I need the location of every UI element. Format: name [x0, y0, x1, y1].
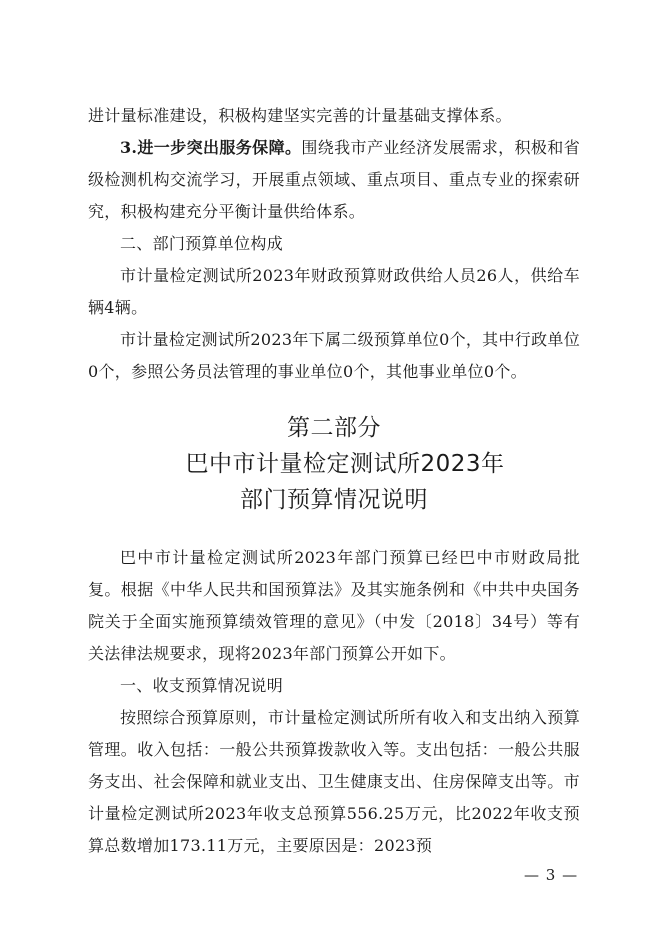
part-heading-line1 [88, 410, 580, 482]
paragraph-text: 围绕我市产业经济发展需求，积极和省级检测机构交流学习，开展重点领域、重点项目、重点专业的探索研究，积极构建充分平衡计量供给体系。 [88, 138, 580, 221]
paragraph-continuation: 进计量标准建设，积极构建坚实完善的计量基础支撑体系。 [88, 106, 512, 125]
section-heading-revenue-expenditure: 一、收支预算情况说明 [120, 676, 284, 695]
paragraph-approval: 巴中市计量检定测试所2023年部门预算已经巴中市财政局批复。根据《中华人民共和国预算法》及其实施条例和《中共中央国务院关于全面实施预算绩效管理的意见》（中发〔2018〕34号）等有关法律法规要求，现将2023年部门预算公开如下。 [88, 548, 580, 663]
part-heading-line2: 部门预算情况说明 [240, 487, 428, 513]
paragraph-staff-vehicles: 市计量检定测试所2023年财政预算财政供给人员26人，供给车辆4辆。 [88, 266, 580, 317]
paragraph-budget-principle: 按照综合预算原则，市计量检定测试所所有收入和支出纳入预算管理。收入包括：一般公共预算拨款收入等。支出包括：一般公共服务支出、社会保障和就业支出、卫生健康支出、住房保障支出等。市计量检定测试所2023年收支总预算556.25万元，比2022年收支预算总数增加173.11万元，主要原因是：2023预 [88, 708, 580, 855]
section-heading-unit-composition: 二、部门预算单位构成 [120, 234, 284, 253]
paragraph-lead: 3.进一步突出服务保障。 [120, 138, 302, 157]
paragraph-service-guarantee [88, 132, 580, 228]
part-title: 巴中市计量检定测试所2023年 [185, 451, 505, 477]
paragraph-sub-units: 市计量检定测试所2023年下属二级预算单位0个，其中行政单位0个，参照公务员法管理的事业单位0个，其他事业单位0个。 [88, 330, 580, 381]
page-number: — 3 — [524, 866, 579, 884]
part-label: 第二部分 [287, 415, 381, 441]
document-page [88, 100, 580, 862]
part-heading [88, 410, 580, 518]
